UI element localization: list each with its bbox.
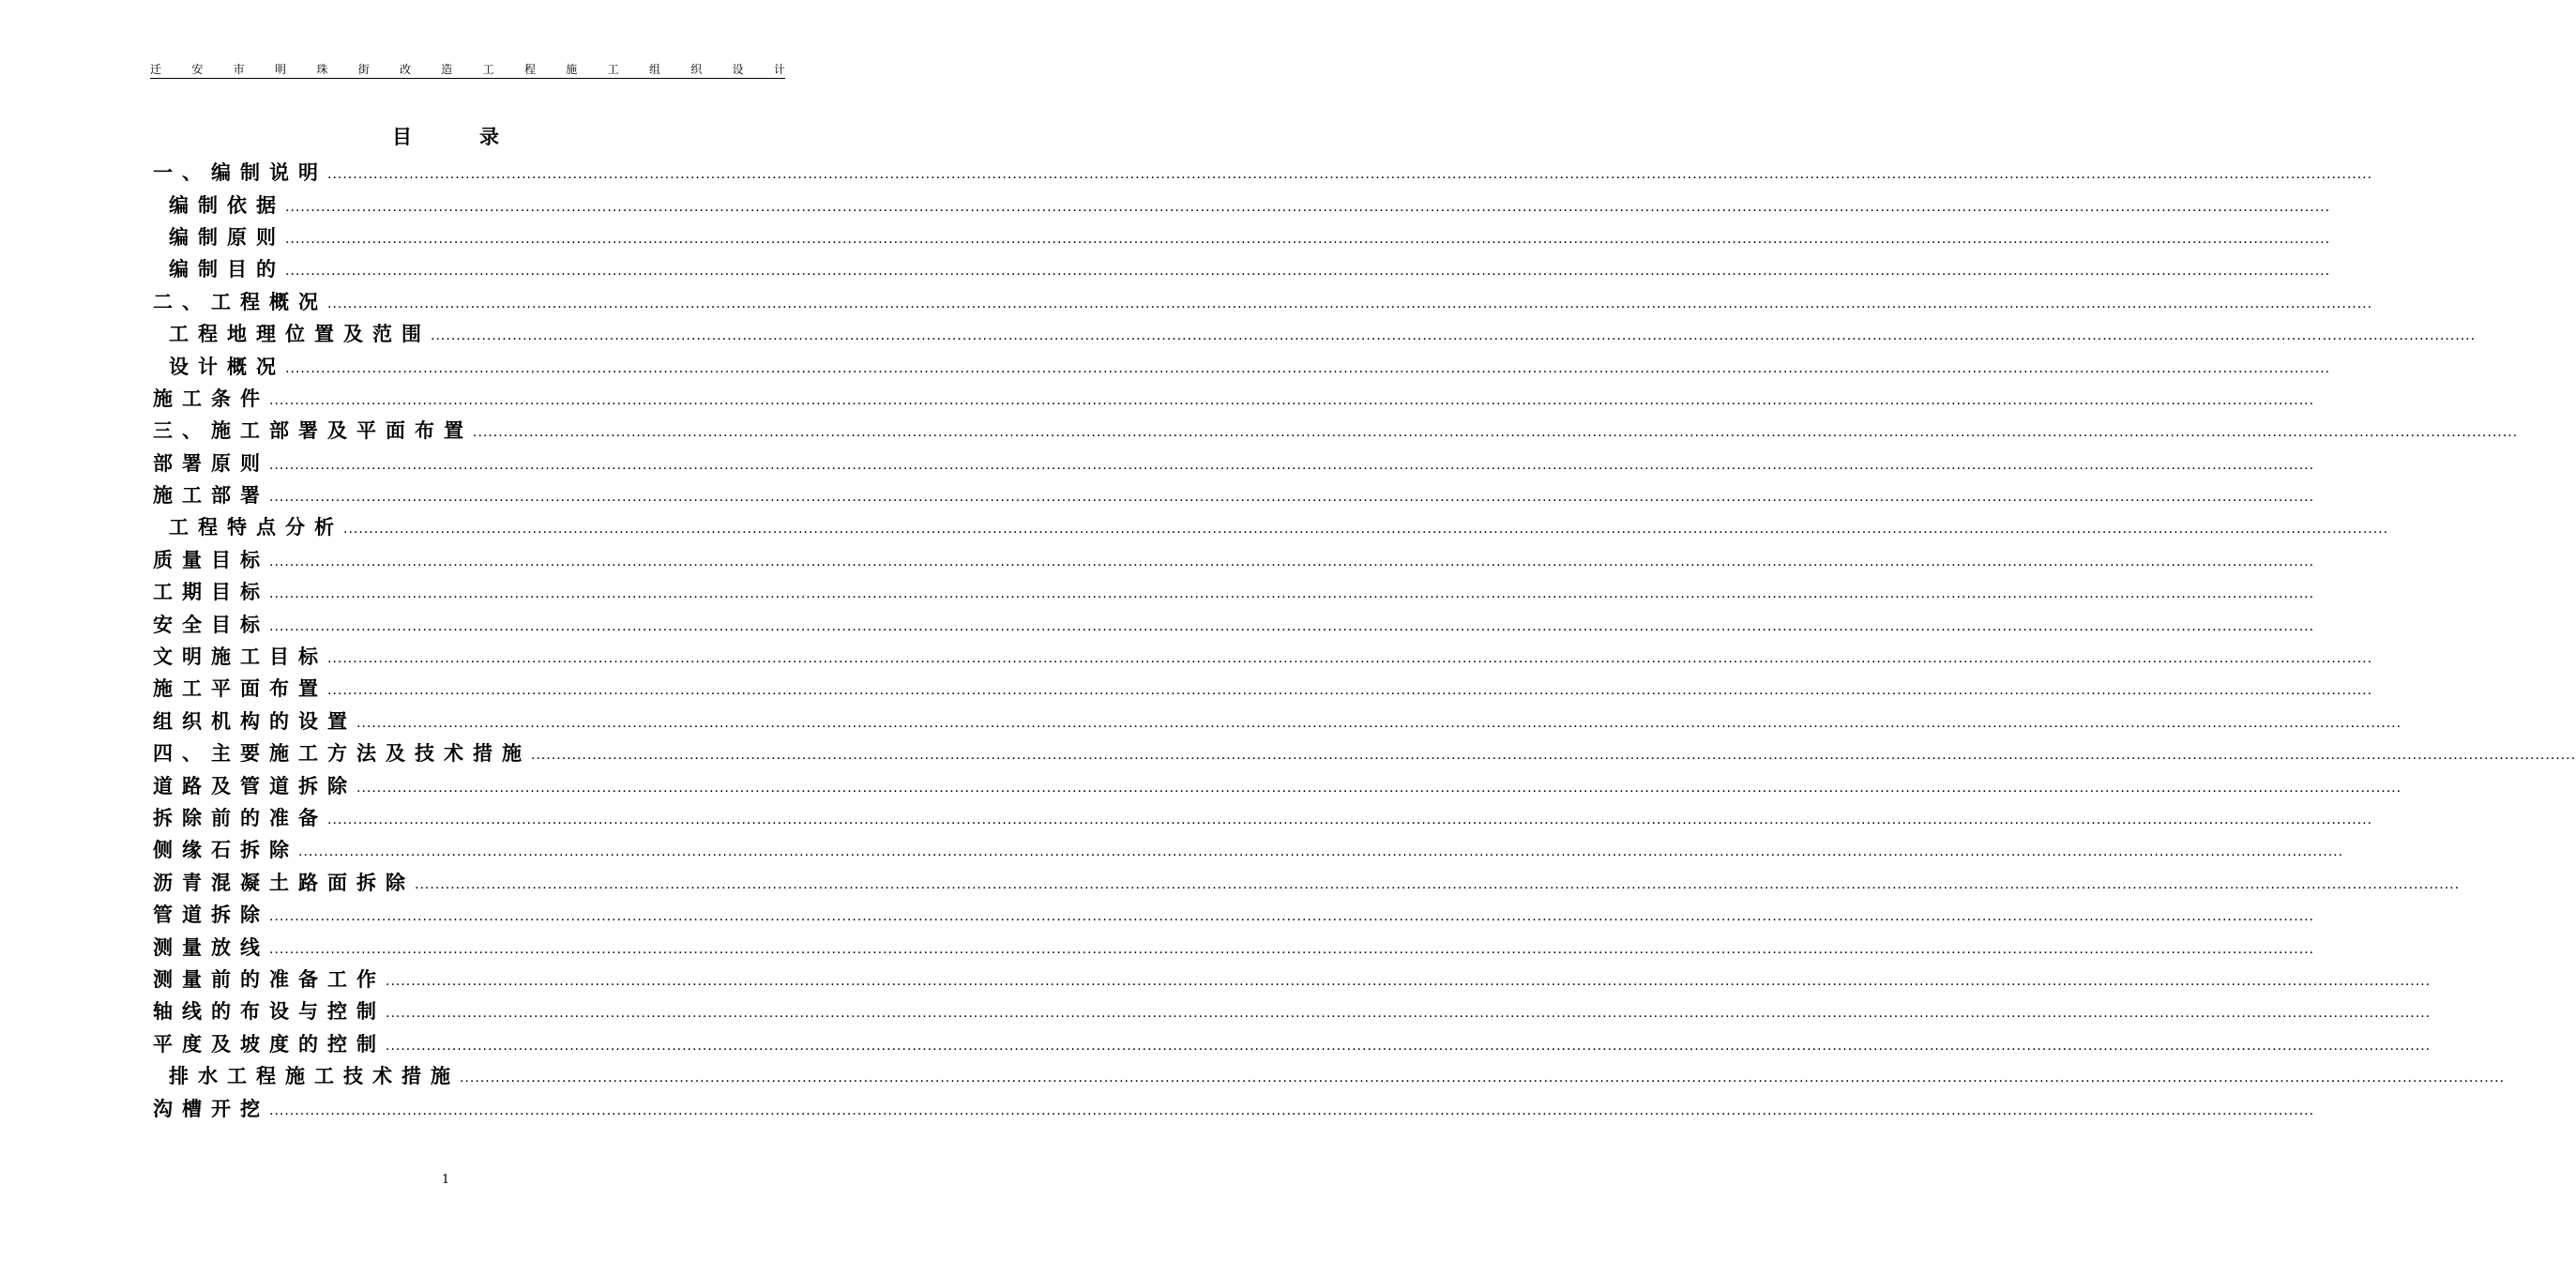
dot-leader: ................................................................................................................................................................................................................................................................................................................................................................................................................ [386,973,2432,989]
toc-entry-text: 拆除前的准备 [153,806,327,829]
page-number: 1 [441,1173,450,1187]
toc-entry[interactable] [153,898,2315,930]
toc-entry[interactable] [153,479,2315,510]
dot-leader: ................................................................................................................................................................................................................................................................................................................................................................................................................ [327,813,2373,828]
toc-entry-text: 三、施工部署及平面布置 [153,418,473,443]
toc-entry-text: 一、编制说明 [153,160,327,185]
toc-entry-text: 施工平面布置 [153,676,327,701]
dot-leader: ................................................................................................................................................................................................................................................................................................................................................................................................................ [269,586,2315,602]
dot-leader: ................................................................................................................................................................................................................................................................................................................................................................................................................ [285,199,2331,215]
toc-entry-text: 编制原则 [169,224,285,249]
header-char: 施 [566,63,578,76]
dot-leader: ................................................................................................................................................................................................................................................................................................................................................................................................................ [269,618,2315,634]
dot-leader: ................................................................................................................................................................................................................................................................................................................................................................................................................ [327,683,2373,699]
dot-leader: ................................................................................................................................................................................................................................................................................................................................................................................................................ [327,167,2373,183]
header-char: 组 [648,63,660,76]
toc-entry[interactable] [153,1059,2506,1091]
toc-entry-text: 沥青混凝土路面拆除 [153,870,415,894]
header-char: 计 [773,63,785,76]
dot-leader: ................................................................................................................................................................................................................................................................................................................................................................................................................ [269,457,2315,473]
toc-entry[interactable] [153,252,2331,284]
dot-leader: ................................................................................................................................................................................................................................................................................................................................................................................................................ [269,909,2315,925]
header-char: 工 [607,63,619,76]
toc-entry-text: 工期目标 [153,580,269,604]
toc-entry[interactable] [153,737,2576,768]
toc-entry-text: 施工条件 [153,386,269,410]
toc-entry[interactable] [153,866,2461,898]
dot-leader: ................................................................................................................................................................................................................................................................................................................................................................................................................ [356,715,2402,731]
toc-entry[interactable] [153,1091,2315,1123]
dot-leader: ................................................................................................................................................................................................................................................................................................................................................................................................................ [531,748,2576,764]
toc-title: 目录 [392,125,567,148]
toc-entry[interactable] [153,575,2315,607]
toc-entry[interactable] [153,768,2402,800]
dot-leader: ................................................................................................................................................................................................................................................................................................................................................................................................................ [269,554,2315,570]
toc-entry[interactable] [153,156,2373,188]
toc-entry-text: 侧缘石拆除 [153,838,298,862]
dot-leader: ................................................................................................................................................................................................................................................................................................................................................................................................................ [356,780,2402,796]
toc-entry-text: 沟槽开挖 [153,1096,269,1120]
toc-entry[interactable] [153,285,2373,317]
dot-leader: ................................................................................................................................................................................................................................................................................................................................................................................................................ [269,392,2315,408]
dot-leader: ................................................................................................................................................................................................................................................................................................................................................................................................................ [431,328,2477,344]
dot-leader: ................................................................................................................................................................................................................................................................................................................................................................................................................ [386,1038,2432,1054]
dot-leader: ................................................................................................................................................................................................................................................................................................................................................................................................................ [343,522,2389,538]
dot-leader: ................................................................................................................................................................................................................................................................................................................................................................................................................ [285,231,2331,247]
toc-entry[interactable] [153,382,2315,414]
toc-entry[interactable] [153,317,2477,349]
dot-leader: ................................................................................................................................................................................................................................................................................................................................................................................................................ [285,360,2331,376]
toc-entry-text: 质量目标 [153,547,269,571]
toc-entry-text: 编制依据 [169,192,285,217]
header-char: 迁 [150,63,162,76]
toc-entry-text: 四、主要施工方法及技术措施 [153,741,531,766]
toc-entry[interactable] [153,220,2331,252]
header-char: 程 [523,63,536,76]
dot-leader: ................................................................................................................................................................................................................................................................................................................................................................................................................ [415,876,2461,892]
dot-leader: ................................................................................................................................................................................................................................................................................................................................................................................................................ [285,264,2331,280]
dot-leader: ................................................................................................................................................................................................................................................................................................................................................................................................................ [269,1102,2315,1118]
dot-leader: ................................................................................................................................................................................................................................................................................................................................................................................................................ [269,941,2315,957]
toc-entry[interactable] [153,447,2315,479]
toc-entry[interactable] [153,510,2389,542]
dot-leader: ................................................................................................................................................................................................................................................................................................................................................................................................................ [327,296,2373,311]
header-char: 珠 [316,63,328,76]
toc-entry-text: 编制目的 [169,257,285,281]
toc-entry-text: 排水工程施工技术措施 [169,1064,460,1088]
toc-entry[interactable] [153,801,2373,833]
header-char: 造 [441,63,453,76]
dot-leader: ................................................................................................................................................................................................................................................................................................................................................................................................................ [386,1006,2432,1022]
toc-entry[interactable] [153,543,2315,575]
toc-entry-text: 部署原则 [153,450,269,475]
toc-entry[interactable] [153,995,2432,1026]
toc-entry[interactable] [153,640,2373,672]
header-char: 改 [399,63,411,76]
toc-entry-text: 平度及坡度的控制 [153,1031,386,1056]
toc-entry-text: 施工部署 [153,483,269,508]
header-char: 设 [732,63,744,76]
toc-entry[interactable] [153,1027,2432,1059]
header-char: 街 [357,63,370,76]
dot-leader: ................................................................................................................................................................................................................................................................................................................................................................................................................ [473,425,2519,441]
toc-entry-text: 测量放线 [153,934,269,959]
header-char: 织 [690,63,703,76]
dot-leader: ................................................................................................................................................................................................................................................................................................................................................................................................................ [460,1071,2506,1086]
toc-entry-text: 设计概况 [169,354,285,378]
toc-entry[interactable] [153,963,2432,995]
header-char: 安 [191,63,204,76]
running-header [150,60,785,79]
toc-entry[interactable] [153,349,2331,381]
toc-entry-text: 安全目标 [153,612,269,636]
toc-entry-text: 工程地理位置及范围 [169,322,431,346]
header-char: 市 [233,63,245,76]
toc-entry-text: 轴线的布设与控制 [153,999,386,1024]
toc-entry[interactable] [153,607,2315,639]
toc-entry-text: 管道拆除 [153,903,269,927]
toc-entry-text: 组织机构的设置 [153,708,356,733]
header-char: 明 [274,63,286,76]
toc-entry-text: 二、工程概况 [153,289,327,313]
toc-entry[interactable] [153,833,2344,865]
header-char: 工 [482,63,494,76]
toc-entry-text: 工程特点分析 [169,515,343,539]
toc-entry[interactable] [153,414,2519,446]
toc-entry[interactable] [153,930,2315,962]
toc-list [153,156,2576,1124]
toc-entry-text: 道路及管道拆除 [153,773,356,798]
dot-leader: ................................................................................................................................................................................................................................................................................................................................................................................................................ [327,651,2373,667]
toc-entry[interactable] [153,705,2402,737]
toc-entry-text: 测量前的准备工作 [153,966,386,991]
dot-leader: ................................................................................................................................................................................................................................................................................................................................................................................................................ [298,844,2344,860]
dot-leader: ................................................................................................................................................................................................................................................................................................................................................................................................................ [269,490,2315,506]
toc-entry-text: 文明施工目标 [153,645,327,669]
toc-entry[interactable] [153,188,2331,220]
toc-entry[interactable] [153,672,2373,704]
